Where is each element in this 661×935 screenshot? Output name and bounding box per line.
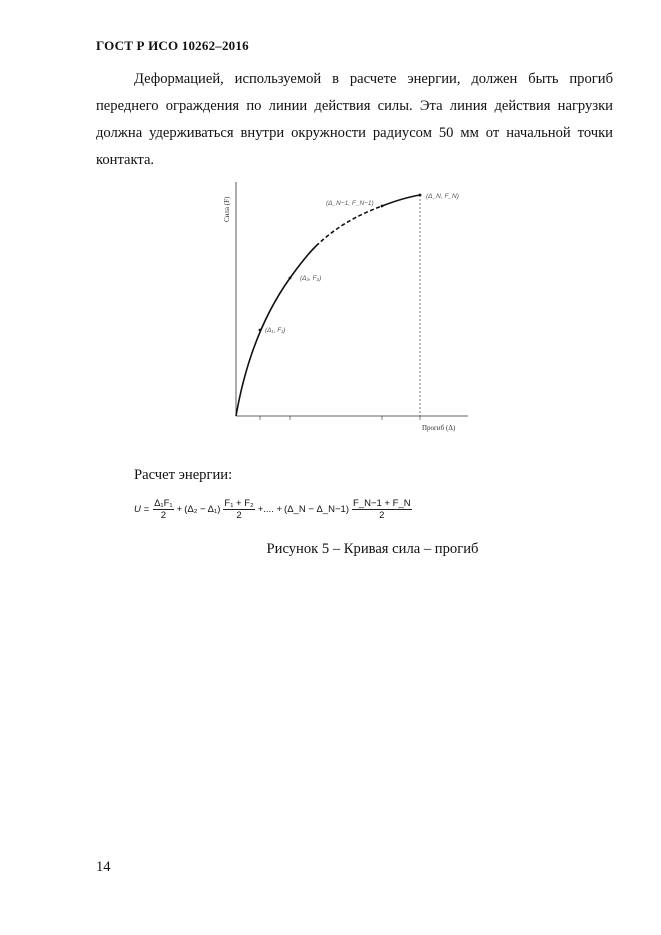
formula-term-3-denominator: 2 [379, 510, 385, 521]
point-2-label: (Δ₂, F₂) [300, 275, 322, 282]
page-number: 14 [96, 859, 111, 875]
point-1 [259, 329, 262, 332]
body-paragraph: Деформацией, используемой в расчете энергии, должен быть прогиб переднего ограждения по линии действия силы. Эта линия действия нагрузки должна удерживаться внутри окружности радиусом 50 мм от начальной точки контакта. [96, 71, 613, 168]
curve-dashed-middle [316, 206, 382, 246]
formula-term-2-denominator: 2 [236, 510, 242, 521]
point-n-minus-1 [381, 205, 384, 208]
formula-term-1 [153, 498, 174, 521]
point-n-label: (Δ_N, F_N) [426, 193, 459, 200]
formula-lhs: U = [134, 504, 150, 515]
point-n [419, 194, 422, 197]
formula-term-2 [223, 498, 254, 521]
formula-term-1-numerator: Δ₁F₁ [154, 498, 173, 509]
document-header: ГОСТ Р ИСО 10262–2016 [96, 38, 249, 53]
force-deflection-diagram [220, 170, 480, 440]
formula-term-1-denominator: 2 [160, 510, 166, 521]
point-n-minus-1-label: (Δ_N−1, F_N−1) [326, 200, 374, 207]
formula-term-3 [352, 498, 412, 521]
formula-dots: +.... + [257, 504, 283, 515]
figure-caption: Рисунок 5 – Кривая сила – прогиб [266, 541, 479, 557]
point-1-label: (Δ₁, F₁) [265, 327, 286, 334]
y-axis-label: Сила (F) [223, 196, 231, 222]
energy-formula [134, 498, 414, 521]
formula-term-2-numerator: F₁ + F₂ [224, 498, 254, 509]
x-axis-label: Прогиб (Δ) [422, 424, 456, 432]
formula-term-3-factor: (Δ_N − Δ_N−1) [284, 504, 349, 515]
energy-label: Расчет энергии: [134, 467, 233, 483]
curve-solid-end [382, 195, 420, 206]
formula-term-2-factor: (Δ₂ − Δ₁) [184, 504, 221, 515]
point-2 [289, 277, 292, 280]
force-deflection-figure [220, 170, 480, 440]
formula-term-3-numerator: F_N−1 + F_N [353, 498, 411, 509]
formula-plus-1: + [176, 504, 183, 515]
